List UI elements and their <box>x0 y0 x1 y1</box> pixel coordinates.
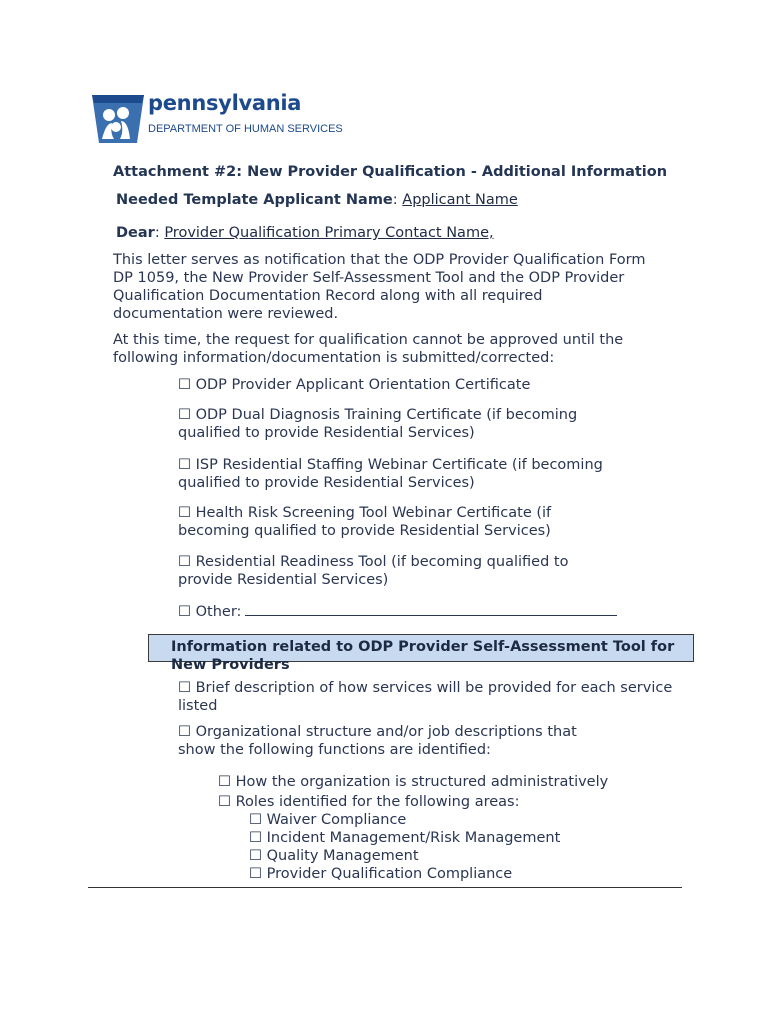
checklist-item-text: becoming qualified to provide Residential Services) <box>178 523 551 539</box>
subitem-roles[interactable]: ☐ Roles identified for the following areas: <box>218 794 520 810</box>
subitem-incident-management[interactable]: ☐ Incident Management/Risk Management <box>249 830 561 846</box>
section-heading-box <box>148 634 694 673</box>
checklist-item-text: listed <box>178 698 218 714</box>
checklist-item-text: ☐ ODP Dual Diagnosis Training Certificate (if becoming <box>178 407 578 423</box>
checklist-item-isp-webinar[interactable] <box>178 456 603 492</box>
salutation-label: Dear <box>116 225 155 241</box>
subitem-admin-structure[interactable]: ☐ How the organization is structured administratively <box>218 774 609 790</box>
checklist-item-dual-diagnosis[interactable] <box>178 406 577 442</box>
paragraph-line: documentation were reviewed. <box>113 306 339 322</box>
applicant-line <box>116 192 518 208</box>
checklist-item-text: ☐ Residential Readiness Tool (if becoming qualified to <box>178 554 569 570</box>
intro-paragraph <box>113 251 673 323</box>
applicant-name-field[interactable]: Applicant Name <box>402 192 518 208</box>
salutation-colon: : <box>154 225 160 241</box>
paragraph-line: Qualification Documentation Record along with all required <box>113 288 543 304</box>
paragraph-line: DP 1059, the New Provider Self-Assessment Tool and the ODP Provider <box>113 270 625 286</box>
dhs-logo <box>90 91 343 145</box>
checklist-item-text: qualified to provide Residential Services) <box>178 475 475 491</box>
checklist-item-text: ☐ ODP Provider Applicant Orientation Certificate <box>178 377 531 393</box>
checklist-item-orientation[interactable] <box>178 376 530 394</box>
document-title: Attachment #2: New Provider Qualification - Additional Information <box>113 164 668 180</box>
subitem-quality-management[interactable]: ☐ Quality Management <box>249 848 419 864</box>
checklist-item-text: show the following functions are identified: <box>178 742 491 758</box>
section-heading: Information related to ODP Provider Self-Assessment Tool for New Providers <box>171 639 675 673</box>
salutation <box>116 225 494 241</box>
checklist-item-text: ☐ Health Risk Screening Tool Webinar Certificate (if <box>178 505 552 521</box>
other-blank-line[interactable] <box>245 601 617 616</box>
applicant-colon: : <box>392 192 398 208</box>
checklist-item-text: qualified to provide Residential Services) <box>178 425 475 441</box>
checklist-item-service-description[interactable] <box>178 679 672 715</box>
applicant-label: Needed Template Applicant Name <box>116 192 393 208</box>
request-paragraph <box>113 331 673 367</box>
logo-wordmark: pennsylvania <box>148 91 302 115</box>
paragraph-line: At this time, the request for qualification cannot be approved until the <box>113 332 624 348</box>
checklist-item-text: ☐ ISP Residential Staffing Webinar Certificate (if becoming <box>178 457 603 473</box>
divider <box>88 887 682 888</box>
checklist-item-readiness-tool[interactable] <box>178 553 568 589</box>
checklist-item-hrst-webinar[interactable] <box>178 504 551 540</box>
subitem-waiver-compliance[interactable]: ☐ Waiver Compliance <box>249 812 407 828</box>
contact-name-field[interactable]: Provider Qualification Primary Contact Name, <box>164 225 494 241</box>
checklist-item-text: provide Residential Services) <box>178 572 389 588</box>
logo-department: DEPARTMENT OF HUMAN SERVICES <box>148 123 343 135</box>
paragraph-line: following information/documentation is submitted/corrected: <box>113 350 555 366</box>
checklist-item-text: ☐ Brief description of how services will be provided for each service <box>178 680 673 696</box>
paragraph-line: This letter serves as notification that the ODP Provider Qualification Form <box>113 252 646 268</box>
checklist-item-other[interactable] <box>178 601 617 621</box>
checklist-item-org-structure[interactable] <box>178 723 577 759</box>
subitem-provider-qualification[interactable]: ☐ Provider Qualification Compliance <box>249 866 513 882</box>
other-label: ☐ Other: <box>178 604 242 620</box>
keystone-family-icon <box>90 93 146 145</box>
checklist-item-text: ☐ Organizational structure and/or job descriptions that <box>178 724 577 740</box>
